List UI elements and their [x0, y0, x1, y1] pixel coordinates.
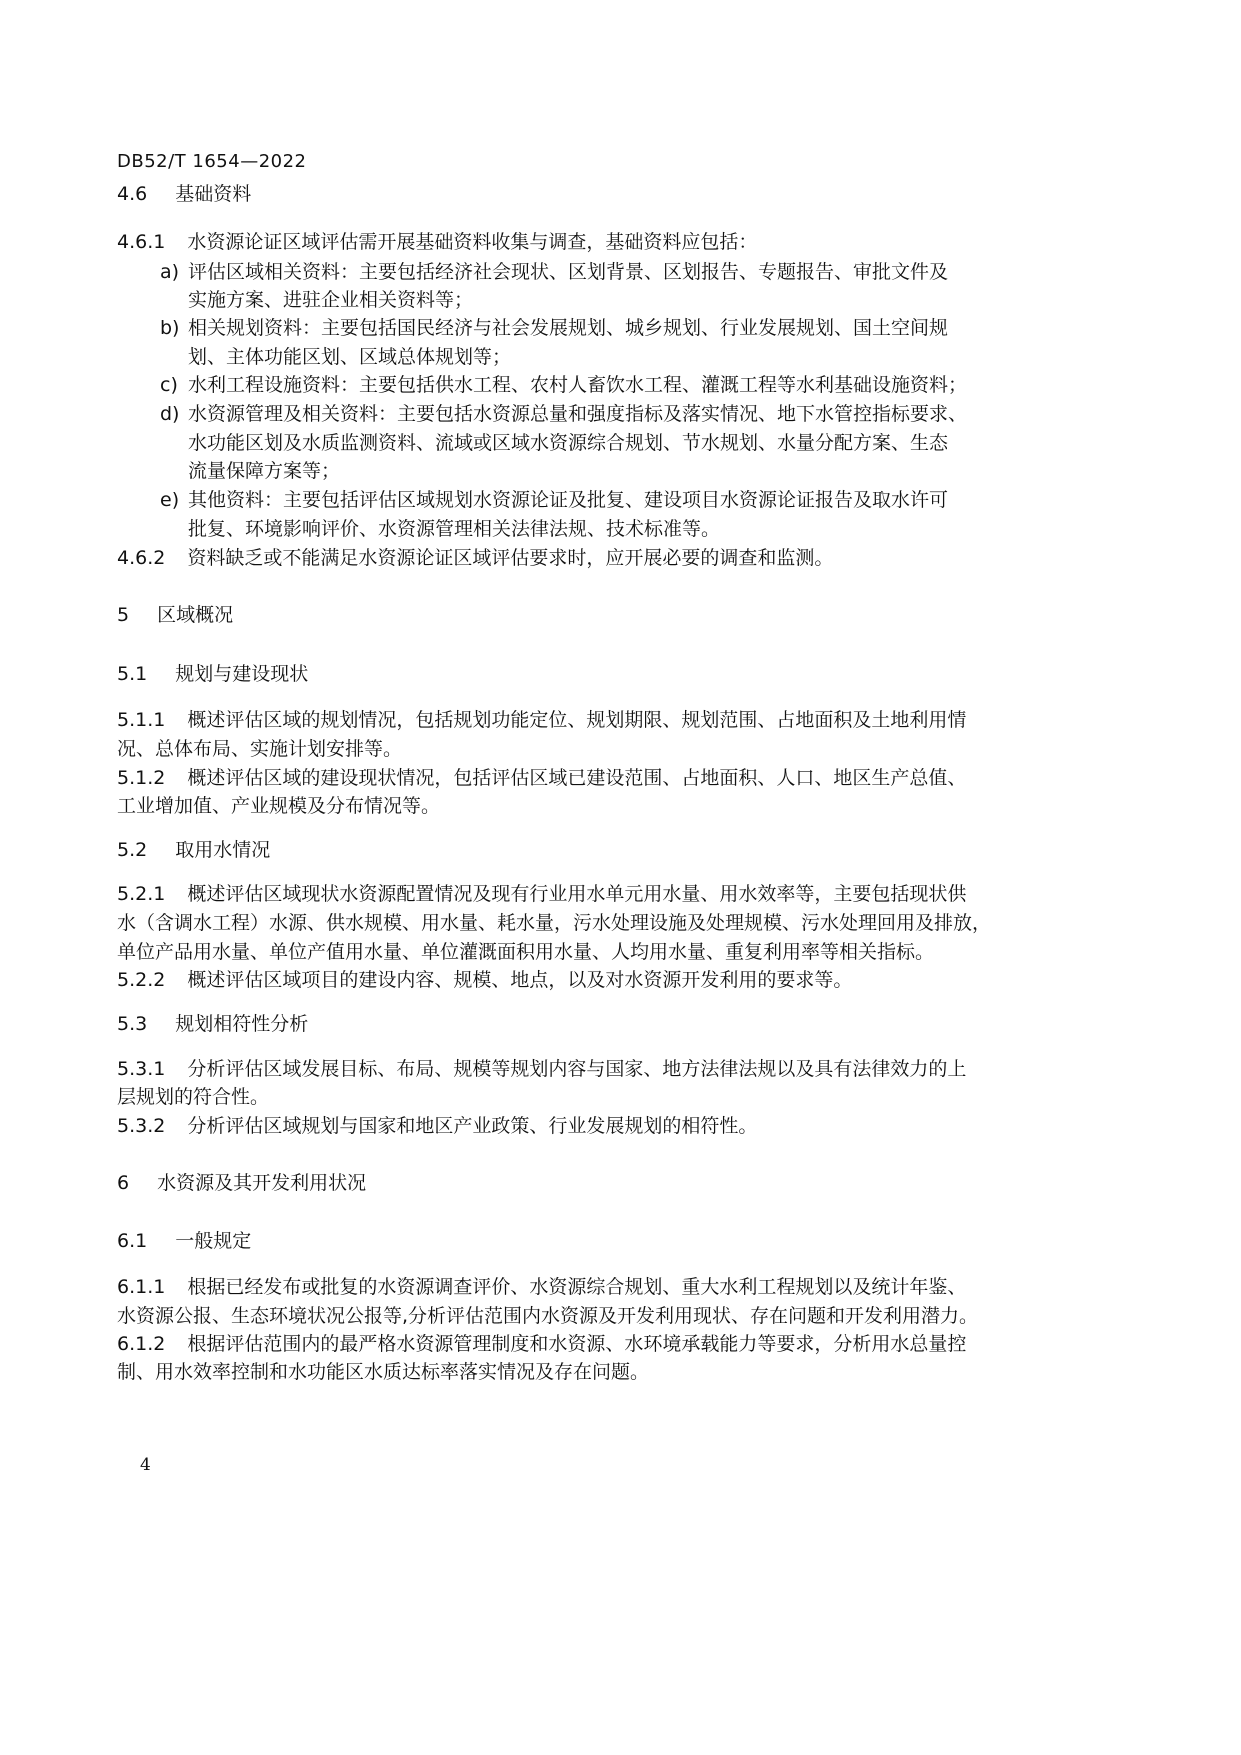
section-title: 规划与建设现状: [175, 663, 309, 685]
list-item-line: 划、主体功能区划、区域总体规划等；: [188, 346, 512, 368]
chapter-heading-6: [117, 1171, 366, 1195]
list-item-marker: d): [160, 403, 180, 425]
clause-number: 5.3.1: [117, 1058, 166, 1080]
section-heading-4-6: [117, 182, 251, 206]
section-number: 6.1: [117, 1230, 148, 1252]
clause-continuation: 单位产品用水量、单位产值用水量、单位灌溉面积用水量、人均用水量、重复利用率等相关指标。: [117, 941, 935, 963]
list-item-line: 流量保障方案等；: [188, 460, 341, 482]
clause-text: 分析评估区域规划与国家和地区产业政策、行业发展规划的相符性。: [187, 1115, 758, 1137]
list-item-line: 水资源管理及相关资料：主要包括水资源总量和强度指标及落实情况、地下水管控指标要求、: [188, 403, 968, 425]
list-item-line: 水利工程设施资料：主要包括供水工程、农村人畜饮水工程、灌溉工程等水利基础设施资料；: [188, 374, 968, 396]
clause-4-6-1: [117, 230, 757, 254]
clause-5-3-1: [117, 1057, 966, 1081]
chapter-heading-5: [117, 603, 233, 627]
clause-text: 概述评估区域现状水资源配置情况及现有行业用水单元用水量、用水效率等，主要包括现状供: [187, 883, 967, 905]
list-item-line: 水功能区划及水质监测资料、流域或区域水资源综合规划、节水规划、水量分配方案、生态: [188, 432, 949, 454]
list-item-marker: c): [160, 374, 178, 396]
section-title: 一般规定: [175, 1230, 252, 1252]
clause-continuation: 制、用水效率控制和水功能区水质达标率落实情况及存在问题。: [117, 1361, 650, 1383]
section-title: 规划相符性分析: [175, 1013, 309, 1035]
chapter-number: 5: [117, 604, 130, 626]
section-heading-5-2: [117, 838, 270, 862]
clause-text: 水资源论证区域评估需开展基础资料收集与调查，基础资料应包括：: [187, 231, 758, 253]
clause-number: 5.3.2: [117, 1115, 166, 1137]
clause-text: 分析评估区域发展目标、布局、规模等规划内容与国家、地方法律法规以及具有法律效力的上: [187, 1058, 967, 1080]
clause-number: 6.1.1: [117, 1276, 166, 1298]
clause-5-1-1: [117, 708, 966, 732]
clause-text: 资料缺乏或不能满足水资源论证区域评估要求时，应开展必要的调查和监测。: [187, 547, 834, 569]
section-number: 5.3: [117, 1013, 148, 1035]
section-number: 5.1: [117, 663, 148, 685]
clause-5-2-2: [117, 968, 852, 992]
section-title: 取用水情况: [175, 839, 271, 861]
clause-continuation: 况、总体布局、实施计划安排等。: [117, 738, 403, 760]
clause-text: 概述评估区域的建设现状情况，包括评估区域已建设范围、占地面积、人口、地区生产总值、: [187, 767, 967, 789]
clause-continuation: 工业增加值、产业规模及分布情况等。: [117, 795, 441, 817]
section-heading-5-1: [117, 662, 308, 686]
clause-6-1-1: [117, 1275, 966, 1299]
list-item-line: 评估区域相关资料：主要包括经济社会现状、区划背景、区划报告、专题报告、审批文件及: [188, 261, 949, 283]
chapter-number: 6: [117, 1172, 130, 1194]
section-number: 5.2: [117, 839, 148, 861]
clause-text: 根据评估范围内的最严格水资源管理制度和水资源、水环境承载能力等要求，分析用水总量控: [187, 1333, 967, 1355]
clause-text: 概述评估区域项目的建设内容、规模、地点，以及对水资源开发利用的要求等。: [187, 969, 853, 991]
clause-4-6-2: [117, 546, 833, 570]
list-item-line: 其他资料：主要包括评估区域规划水资源论证及批复、建设项目水资源论证报告及取水许可: [188, 489, 949, 511]
clause-6-1-2: [117, 1332, 966, 1356]
clause-5-2-1: [117, 882, 966, 906]
clause-5-1-2: [117, 766, 966, 790]
clause-continuation: 水（含调水工程）水源、供水规模、用水量、耗水量，污水处理设施及处理规模、污水处理回用及排放，: [117, 912, 992, 934]
list-item-line: 批复、环境影响评价、水资源管理相关法律法规、技术标准等。: [188, 518, 721, 540]
clause-continuation: 水资源公报、生态环境状况公报等,分析评估范围内水资源及开发利用现状、存在问题和开发利用潜力。: [117, 1305, 979, 1327]
clause-number: 4.6.2: [117, 547, 166, 569]
list-item-marker: a): [160, 261, 180, 283]
clause-number: 4.6.1: [117, 231, 166, 253]
clause-number: 5.1.2: [117, 767, 166, 789]
list-item-marker: b): [160, 317, 180, 339]
list-item-line: 相关规划资料：主要包括国民经济与社会发展规划、城乡规划、行业发展规划、国土空间规: [188, 317, 949, 339]
section-title: 基础资料: [175, 183, 252, 205]
section-heading-6-1: [117, 1229, 251, 1253]
list-item-marker: e): [160, 489, 180, 511]
section-heading-5-3: [117, 1012, 308, 1036]
clause-number: 5.1.1: [117, 709, 166, 731]
chapter-title: 水资源及其开发利用状况: [157, 1172, 367, 1194]
clause-number: 5.2.1: [117, 883, 166, 905]
section-number: 4.6: [117, 183, 148, 205]
clause-continuation: 层规划的符合性。: [117, 1086, 270, 1108]
clause-number: 5.2.2: [117, 969, 166, 991]
clause-5-3-2: [117, 1114, 757, 1138]
clause-text: 概述评估区域的规划情况，包括规划功能定位、规划期限、规划范围、占地面积及土地利用情: [187, 709, 967, 731]
chapter-title: 区域概况: [157, 604, 234, 626]
document-code: DB52/T 1654—2022: [117, 151, 307, 172]
clause-number: 6.1.2: [117, 1333, 166, 1355]
clause-text: 根据已经发布或批复的水资源调查评价、水资源综合规划、重大水利工程规划以及统计年鉴、: [187, 1276, 967, 1298]
list-item-line: 实施方案、进驻企业相关资料等；: [188, 289, 474, 311]
page-number: 4: [140, 1455, 151, 1475]
